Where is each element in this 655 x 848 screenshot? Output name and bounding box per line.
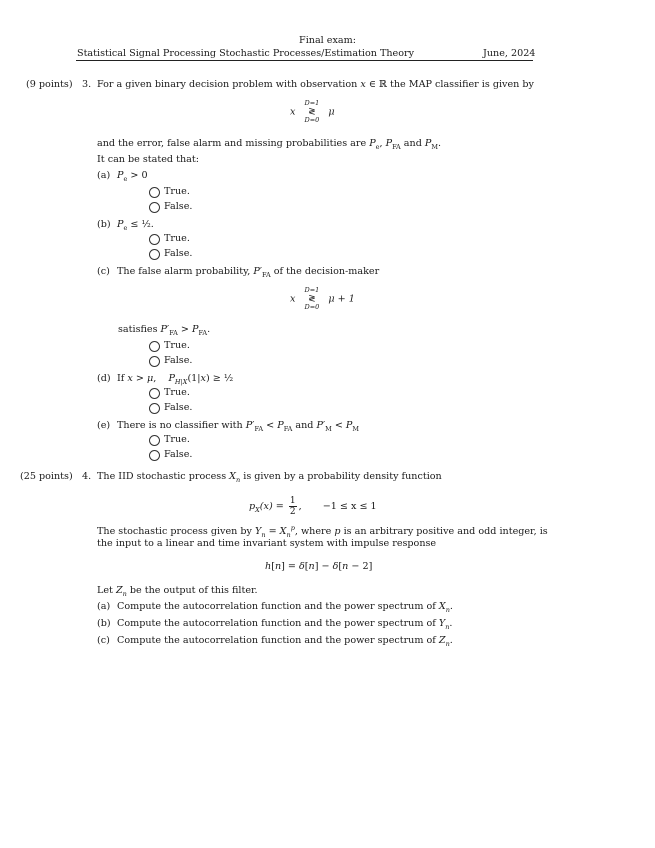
rule-top: D=1 bbox=[304, 99, 320, 107]
q3c-after: satisfies $P'_{FA} > P_{FA}$. bbox=[118, 324, 211, 337]
q3c-label: (c) bbox=[97, 266, 110, 277]
q3e-true-label: True. bbox=[164, 434, 190, 445]
rule-c-rhs: μ + 1 bbox=[328, 293, 355, 305]
q3c-true-radio[interactable] bbox=[149, 341, 160, 352]
q3d-label: (d) bbox=[97, 373, 111, 384]
pdf-range: −1 ≤ x ≤ 1 bbox=[322, 501, 377, 512]
q4-impulse: h[n] = δ[n] − δ[n − 2] bbox=[265, 561, 373, 572]
pdf-den: 2 bbox=[289, 507, 296, 517]
rule-operator bbox=[304, 100, 319, 124]
header-rule bbox=[76, 60, 533, 61]
rule-c-op: ≷ bbox=[308, 294, 316, 304]
rule-op: ≷ bbox=[308, 107, 316, 117]
q3e-false-radio[interactable] bbox=[149, 450, 160, 461]
q3c-rule bbox=[290, 287, 355, 311]
rule-c-top: D=1 bbox=[304, 286, 320, 294]
rule-c-operator bbox=[304, 287, 319, 311]
q4b-text: Compute the autocorrelation function and the power spectrum of $Y_n$. bbox=[117, 618, 453, 631]
q3a-true-radio[interactable] bbox=[149, 187, 160, 198]
q4c-label: (c) bbox=[97, 635, 110, 646]
q3-points: (9 points) bbox=[26, 79, 73, 90]
q4-intro: The IID stochastic process $X_n$ is given by a probability density function bbox=[97, 471, 442, 484]
q3d-true-radio[interactable] bbox=[149, 388, 160, 399]
rule-bot: D=0 bbox=[304, 116, 320, 124]
q3a-true-label: True. bbox=[164, 186, 190, 197]
rule-lhs: x bbox=[290, 106, 296, 118]
pdf-num: 1 bbox=[289, 496, 296, 506]
q3a-false-label: False. bbox=[164, 201, 193, 212]
q3-intro: For a given binary decision problem with observation x ∈ ℝ the MAP classifier is given by bbox=[97, 79, 534, 90]
q3e-true-radio[interactable] bbox=[149, 435, 160, 446]
q3d-true-label: True. bbox=[164, 387, 190, 398]
q4-desc1: The stochastic process given by $Y_n = X_n^p$, where p is an arbitrary positive and odd integer, is bbox=[97, 524, 548, 540]
q4b-label: (b) bbox=[97, 618, 111, 629]
q4a-text: Compute the autocorrelation function and the power spectrum of $X_n$. bbox=[117, 601, 453, 614]
q3d-text: If x > μ, $P_{H|X}(1|x)$ ≥ ½ bbox=[117, 373, 234, 386]
q3e-text: There is no classifier with $P'_{FA} < P_{FA}$ and $P'_M < P_M$ bbox=[117, 420, 360, 433]
pdf-fraction bbox=[289, 496, 297, 517]
q3b-false-label: False. bbox=[164, 248, 193, 259]
exam-date: June, 2024 bbox=[483, 48, 536, 59]
rule-c-bot: D=0 bbox=[304, 303, 320, 311]
q3-map-rule bbox=[290, 100, 335, 124]
q3b-label: (b) bbox=[97, 219, 111, 230]
q3b-false-radio[interactable] bbox=[149, 249, 160, 260]
q3e-false-label: False. bbox=[164, 449, 193, 460]
exam-title: Final exam: bbox=[299, 35, 356, 46]
q3b-true-radio[interactable] bbox=[149, 234, 160, 245]
pdf-lhs: $p_X(x)$ = bbox=[249, 501, 284, 514]
q3-after-rule: and the error, false alarm and missing probabilities are $P_e$, $P_{FA}$ and $P_M$. bbox=[97, 138, 442, 151]
q3e-label: (e) bbox=[97, 420, 111, 431]
q3b-true-label: True. bbox=[164, 233, 190, 244]
course-subject: Statistical Signal Processing Stochastic Processes/Estimation Theory bbox=[77, 48, 415, 59]
q3c-text: The false alarm probability, $P'_{FA}$ of the decision-maker bbox=[117, 266, 380, 279]
q4-number: 4. bbox=[82, 471, 92, 482]
rule-c-lhs: x bbox=[290, 293, 296, 305]
q4a-label: (a) bbox=[97, 601, 111, 612]
q3-stated: It can be stated that: bbox=[97, 154, 199, 165]
q3d-false-radio[interactable] bbox=[149, 403, 160, 414]
q3a-false-radio[interactable] bbox=[149, 202, 160, 213]
q3a-label: (a) bbox=[97, 170, 111, 181]
q4-points: (25 points) bbox=[20, 471, 73, 482]
q3c-false-radio[interactable] bbox=[149, 356, 160, 367]
q3d-false-label: False. bbox=[164, 402, 193, 413]
q4-let: Let $Z_n$ be the output of this filter. bbox=[97, 585, 258, 598]
q3a-text: $P_e > 0$ bbox=[117, 170, 148, 183]
rule-rhs: μ bbox=[328, 106, 335, 118]
q4-desc2: the input to a linear and time invariant system with impulse response bbox=[97, 538, 437, 549]
q3-number: 3. bbox=[82, 79, 92, 90]
q3c-true-label: True. bbox=[164, 340, 190, 351]
q3b-text: $P_e$ ≤ ½. bbox=[117, 219, 154, 232]
q3c-false-label: False. bbox=[164, 355, 193, 366]
q4c-text: Compute the autocorrelation function and the power spectrum of $Z_n$. bbox=[117, 635, 453, 648]
q4-pdf: $p_X(x)$ = $\frac{1}{2}$ , −1 ≤ x ≤ 1 bbox=[249, 496, 377, 517]
